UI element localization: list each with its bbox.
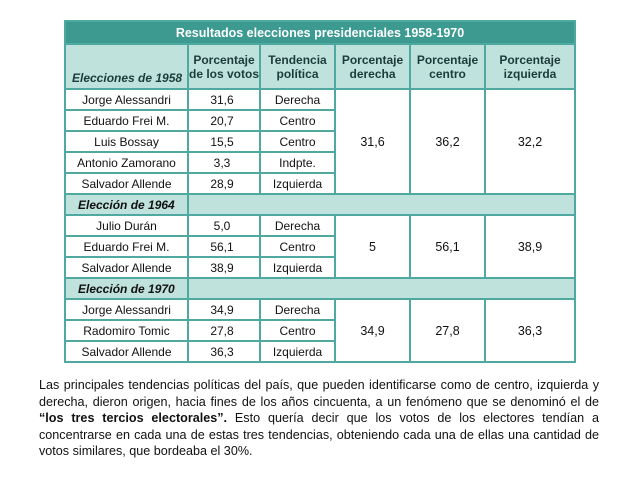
header-porcentaje-derecha <box>335 44 410 89</box>
candidate-name: Salvador Allende <box>65 173 188 194</box>
candidate-tendency: Centro <box>260 320 335 341</box>
candidate-name: Radomiro Tomic <box>65 320 188 341</box>
header-centro-line2: centro <box>429 66 466 81</box>
candidate-percentage: 5,0 <box>188 215 260 236</box>
candidate-percentage: 28,9 <box>188 173 260 194</box>
candidate-percentage: 56,1 <box>188 236 260 257</box>
candidate-tendency: Izquierda <box>260 257 335 278</box>
explanation-paragraph <box>39 377 599 460</box>
table-title: Resultados elecciones presidenciales 1958-1970 <box>65 21 575 44</box>
table-row <box>65 299 575 320</box>
total-derecha-1970: 34,9 <box>335 299 410 362</box>
candidate-tendency: Centro <box>260 110 335 131</box>
candidate-name: Julio Durán <box>65 215 188 236</box>
section-1970-label: Elección de 1970 <box>65 278 188 299</box>
header-tendencia-line2: política <box>276 66 319 81</box>
header-porcentaje-votos-line2: de los votos <box>189 66 260 81</box>
candidate-name: Jorge Alessandri <box>65 299 188 320</box>
candidate-percentage: 34,9 <box>188 299 260 320</box>
table-title-row <box>65 21 575 44</box>
header-derecha-line1: Porcentaje <box>341 52 404 67</box>
candidate-percentage: 3,3 <box>188 152 260 173</box>
total-izquierda-1970: 36,3 <box>485 299 575 362</box>
candidate-name: Salvador Allende <box>65 341 188 362</box>
header-porcentaje-votos <box>188 44 260 89</box>
election-results-table <box>64 20 576 363</box>
candidate-percentage: 38,9 <box>188 257 260 278</box>
total-centro-1970: 27,8 <box>410 299 485 362</box>
candidate-tendency: Izquierda <box>260 173 335 194</box>
header-porcentaje-votos-line1: Porcentaje <box>193 52 255 67</box>
total-derecha-1958: 31,6 <box>335 89 410 194</box>
section-1970-fill <box>188 278 575 299</box>
candidate-percentage: 31,6 <box>188 89 260 110</box>
table-header-row <box>65 44 575 89</box>
total-izquierda-1958: 32,2 <box>485 89 575 194</box>
section-1964-row <box>65 194 575 215</box>
header-porcentaje-izquierda <box>485 44 575 89</box>
candidate-tendency: Centro <box>260 236 335 257</box>
total-centro-1964: 56,1 <box>410 215 485 278</box>
candidate-name: Salvador Allende <box>65 257 188 278</box>
total-derecha-1964: 5 <box>335 215 410 278</box>
candidate-percentage: 15,5 <box>188 131 260 152</box>
candidate-percentage: 27,8 <box>188 320 260 341</box>
table-row <box>65 89 575 110</box>
header-izquierda-line1: Porcentaje <box>499 52 561 67</box>
header-tendencia <box>260 44 335 89</box>
header-derecha-line2: derecha <box>349 66 396 81</box>
candidate-percentage: 36,3 <box>188 341 260 362</box>
section-1970-row <box>65 278 575 299</box>
table-row <box>65 215 575 236</box>
candidate-percentage: 20,7 <box>188 110 260 131</box>
section-1964-fill <box>188 194 575 215</box>
candidate-name: Jorge Alessandri <box>65 89 188 110</box>
candidate-tendency: Derecha <box>260 89 335 110</box>
paragraph-text-before: Las principales tendencias políticas del país, que pueden identificarse como de centro, izquierda y derecha, dieron origen, hacia fines de los años cincuenta, a un fenómeno que se denominó el de <box>39 378 599 409</box>
header-porcentaje-centro <box>410 44 485 89</box>
paragraph-bold-term: “los tres tercios electorales”. <box>39 411 228 426</box>
paragraph-text-after: Esto quería decir que los votos de los electores tendían a concentrarse en cada una de estas tres tendencias, obteniendo cada una de ellas una cantidad de votos similares, que bordeaba el 30%. <box>39 411 600 459</box>
election-results-table-container <box>64 20 574 363</box>
candidate-tendency: Indpte. <box>260 152 335 173</box>
candidate-tendency: Izquierda <box>260 341 335 362</box>
candidate-tendency: Derecha <box>260 299 335 320</box>
header-izquierda-line2: izquierda <box>503 66 557 81</box>
candidate-name: Eduardo Frei M. <box>65 236 188 257</box>
candidate-name: Luis Bossay <box>65 131 188 152</box>
total-izquierda-1964: 38,9 <box>485 215 575 278</box>
section-1958-header: Elecciones de 1958 <box>65 44 188 89</box>
candidate-tendency: Centro <box>260 131 335 152</box>
total-centro-1958: 36,2 <box>410 89 485 194</box>
header-centro-line1: Porcentaje <box>416 52 479 67</box>
section-1964-label: Elección de 1964 <box>65 194 188 215</box>
header-tendencia-line1: Tendencia <box>268 52 327 67</box>
candidate-name: Antonio Zamorano <box>65 152 188 173</box>
candidate-tendency: Derecha <box>260 215 335 236</box>
candidate-name: Eduardo Frei M. <box>65 110 188 131</box>
